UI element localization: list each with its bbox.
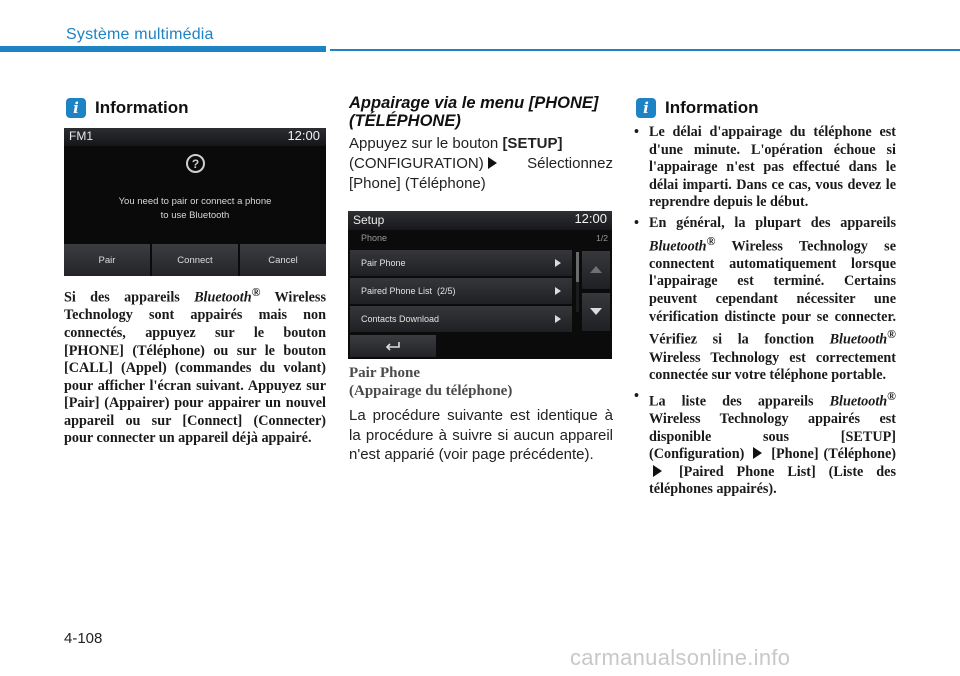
section-heading: Appairage via le menu [PHONE] (TÉLÉPHONE)	[349, 94, 599, 130]
screen-subheader	[348, 231, 612, 248]
menu-item-label: Pair Phone	[361, 258, 406, 268]
section-title: Système multimédia	[66, 26, 214, 43]
registered-mark: ®	[251, 285, 261, 299]
info-heading-left	[66, 98, 189, 118]
info-bullet-list	[633, 124, 896, 502]
text-segment: Wireless Technology est correctement connectée sur votre téléphone portable.	[649, 349, 896, 384]
message-line-2: to use Bluetooth	[160, 210, 230, 221]
next-arrow-icon	[653, 465, 662, 477]
text-segment: En général, la plupart des appareils	[649, 214, 896, 231]
list-item	[633, 215, 896, 385]
chevron-right-icon	[555, 259, 561, 267]
subheading-line-1: Pair Phone	[349, 365, 420, 381]
menu-item-label: Paired Phone List (2/5)	[361, 286, 456, 296]
connect-button[interactable]: Connect	[152, 244, 238, 276]
menu-item-paired-phone-list[interactable]	[350, 278, 572, 304]
info-title: Information	[95, 98, 189, 117]
back-arrow-icon	[385, 341, 401, 351]
back-button[interactable]	[350, 335, 436, 357]
text-segment: Sélectionnez [Phone] (Téléphone)	[349, 155, 613, 192]
registered-mark: ®	[887, 388, 896, 403]
question-icon: ?	[186, 154, 205, 173]
setup-phone-screen	[348, 211, 612, 359]
screen-page-indicator: 1/2	[596, 233, 608, 243]
screen-button-bar	[64, 244, 326, 276]
bullet-text: Le délai d'appairage du téléphone est d'une minute. L'opération échoue si l'appairage n'est pas effectué dans le délai imparti. Dans ce cas, vous devez le reprendre depuis le début.	[649, 124, 896, 211]
registered-mark: ®	[887, 327, 896, 342]
brand-bluetooth: Bluetooth	[649, 238, 707, 255]
left-info-text	[64, 284, 326, 448]
screen-status-bar	[64, 128, 326, 146]
chevron-right-icon	[555, 287, 561, 295]
screen-category: Phone	[361, 233, 388, 243]
scroll-down-button[interactable]	[582, 293, 610, 331]
screen-message	[64, 195, 326, 223]
bluetooth-pair-screen	[64, 128, 326, 276]
text-segment: Wireless Technology sont appairés mais non connectés, appuyez sur le bouton [PHONE] (Téléphone) ou sur le bouton [CALL] (Appel) (commandes du volant) pour afficher l'écran suivant. Appuyez sur [Pair] (Appairer) pour appairer un nouvel appareil ou sur [Connect] (Connecter) pour connecter un appareil déjà appairé.	[64, 289, 326, 447]
menu-item-label: Contacts Download	[361, 314, 440, 324]
setup-key-label: [SETUP]	[502, 135, 563, 152]
text-segment: [Phone] (Téléphone)	[766, 446, 896, 463]
text-segment: Si des appareils	[64, 289, 195, 306]
screen-status-bar	[348, 211, 612, 230]
scroll-up-button[interactable]	[582, 251, 610, 289]
list-item	[633, 124, 896, 212]
screen-source: FM1	[69, 129, 93, 143]
list-item	[633, 388, 896, 499]
registered-mark: ®	[706, 233, 716, 248]
text-segment: [Paired Phone List] (Liste des téléphones appairés).	[649, 463, 896, 498]
triangle-up-icon	[590, 266, 602, 273]
info-icon: i	[636, 98, 656, 118]
scrollbar-thumb[interactable]	[576, 252, 579, 282]
page-number: 4-108	[64, 630, 103, 647]
screen-title: Setup	[353, 213, 385, 227]
pair-phone-subheading	[349, 364, 613, 400]
info-heading-right	[636, 98, 759, 118]
pair-button[interactable]: Pair	[64, 244, 150, 276]
text-segment: Wireless Technology se connectent automatiquement lorsque l'appairage est terminé. Certains peuvent cependant nécessiter une vérification distincte pour se connecter. Vérifiez si la fonction	[649, 238, 896, 348]
cancel-button[interactable]: Cancel	[240, 244, 326, 276]
text-segment: Wireless Technology appairés est disponible sous [SETUP] (Configuration)	[649, 411, 896, 463]
subheading-line-2: (Appairage du téléphone)	[349, 383, 513, 399]
chevron-right-icon	[555, 315, 561, 323]
message-line-1: You need to pair or connect a phone	[118, 196, 272, 207]
next-arrow-icon	[753, 447, 762, 459]
triangle-down-icon	[590, 308, 602, 315]
header-rule-thick	[0, 46, 326, 52]
next-arrow-icon	[488, 157, 497, 169]
info-title: Information	[665, 98, 759, 117]
menu-item-pair-phone[interactable]	[350, 250, 572, 276]
brand-bluetooth: Bluetooth	[829, 393, 888, 410]
brand-bluetooth: Bluetooth	[829, 332, 888, 348]
text-segment: (CONFIGURATION)	[349, 155, 484, 172]
menu-item-contacts-download[interactable]	[350, 306, 572, 332]
info-icon: i	[66, 98, 86, 118]
watermark: carmanualsonline.info	[570, 645, 791, 670]
setup-instructions	[349, 134, 613, 194]
screen-clock: 12:00	[287, 128, 320, 143]
pair-phone-body: La procédure suivante est identique à la procédure à suivre si aucun appareil n'est apparié (voir page précédente).	[349, 407, 613, 463]
brand-bluetooth: Bluetooth	[194, 289, 252, 306]
text-segment: La liste des appareils	[649, 393, 830, 410]
text-segment: Appuyez sur le bouton	[349, 135, 503, 152]
screen-clock: 12:00	[574, 211, 607, 226]
header-rule-thin	[330, 49, 960, 51]
